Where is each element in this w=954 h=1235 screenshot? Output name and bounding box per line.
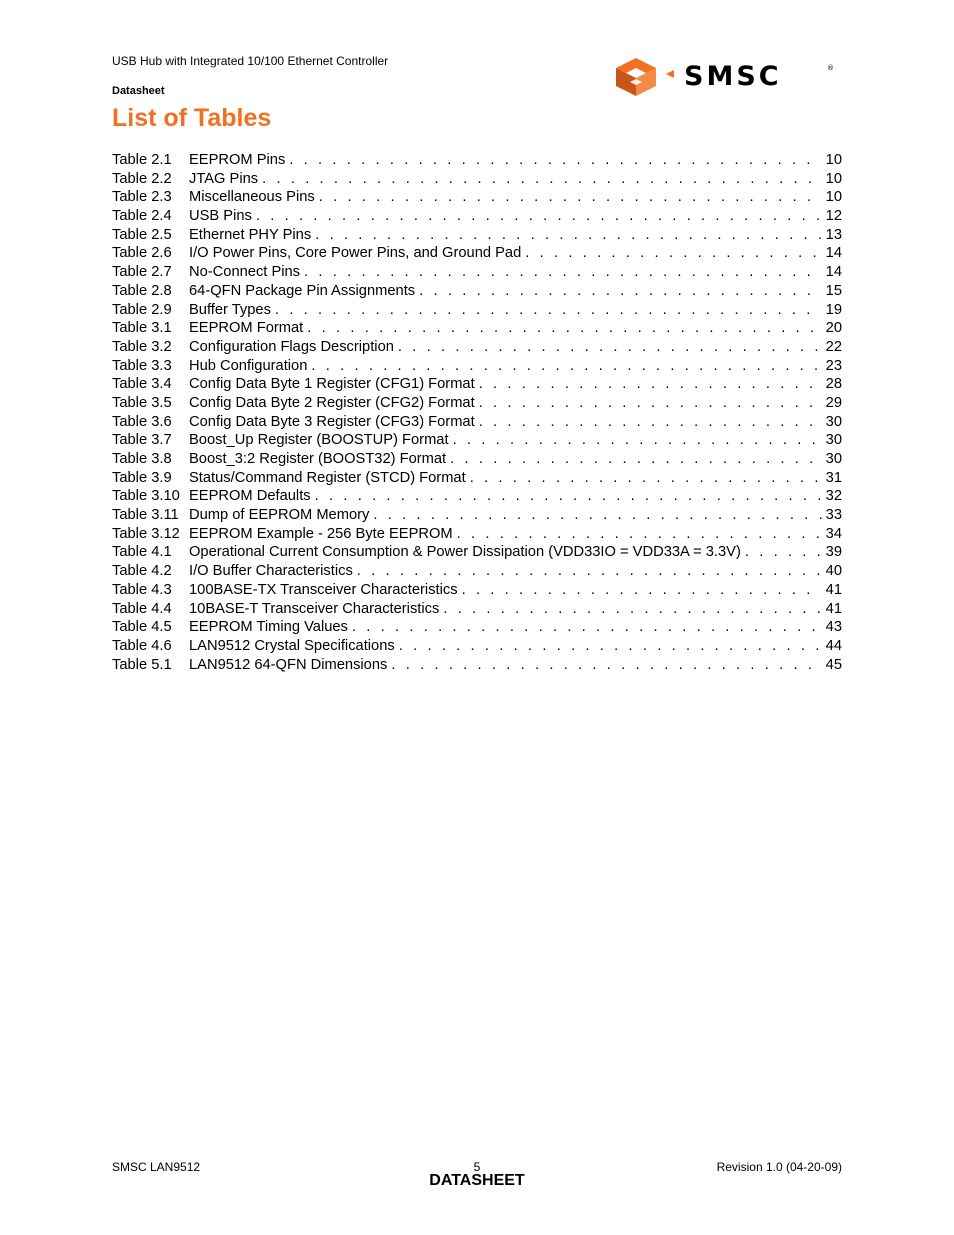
toc-dot-leader <box>450 450 822 469</box>
toc-entry-page[interactable]: 30 <box>825 451 842 467</box>
toc-entry-title[interactable]: JTAG Pins <box>189 170 259 187</box>
toc-entry-title[interactable]: Boost_3:2 Register (BOOST32) Format <box>189 451 447 467</box>
toc-entry-page[interactable]: 10 <box>825 189 842 206</box>
toc-entry-title[interactable]: EEPROM Example - 256 Byte EEPROM <box>189 525 453 542</box>
toc-entry[interactable] <box>112 487 842 506</box>
toc-entry[interactable] <box>112 357 842 376</box>
toc-entry-title[interactable]: I/O Power Pins, Core Power Pins, and Ground Pad <box>189 245 522 262</box>
toc-entry-title[interactable]: Boost_Up Register (BOOSTUP) Format <box>189 432 449 449</box>
toc-entry-number: Table 4.5 <box>112 619 172 636</box>
toc-entry-title[interactable]: 10BASE-T Transceiver Characteristics <box>189 600 440 617</box>
toc-dot-leader <box>443 600 821 619</box>
toc-entry-page[interactable]: 19 <box>825 301 842 318</box>
toc-entry-number: Table 2.8 <box>112 282 172 299</box>
toc-entry[interactable] <box>112 338 842 357</box>
toc-entry[interactable] <box>112 656 842 675</box>
toc-entry-page[interactable]: 22 <box>825 338 842 355</box>
toc-entry-number: Table 4.1 <box>112 544 172 561</box>
toc-entry-title[interactable]: LAN9512 Crystal Specifications <box>189 637 395 654</box>
doc-title: USB Hub with Integrated 10/100 Ethernet Controller <box>112 54 389 68</box>
toc-entry-number: Table 2.1 <box>112 152 172 168</box>
toc-entry-number: Table 4.6 <box>112 637 172 654</box>
toc-dot-leader <box>457 525 822 544</box>
toc-entry[interactable] <box>112 431 842 450</box>
toc-entry-title[interactable]: 100BASE-TX Transceiver Characteristics <box>189 581 458 598</box>
toc-entry-page[interactable]: 41 <box>825 600 842 617</box>
toc-entry-number: Table 2.4 <box>112 208 172 225</box>
toc-entry[interactable] <box>112 151 842 170</box>
toc-entry-number: Table 3.7 <box>112 432 172 449</box>
footer-revision: Revision 1.0 (04-20-09) <box>716 1160 842 1174</box>
toc-dot-leader <box>262 170 822 189</box>
toc-entry-number: Table 2.2 <box>112 170 172 187</box>
toc-entry[interactable] <box>112 207 842 226</box>
svg-text:®: ® <box>827 64 834 72</box>
toc-entry[interactable] <box>112 170 842 189</box>
toc-entry[interactable] <box>112 263 842 282</box>
toc-dot-leader <box>275 301 822 320</box>
toc-dot-leader <box>479 394 822 413</box>
toc-entry-number: Table 5.1 <box>112 656 172 673</box>
toc-entry[interactable] <box>112 600 842 619</box>
toc-entry[interactable] <box>112 562 842 581</box>
toc-entry-number: Table 2.5 <box>112 226 172 243</box>
toc-entry[interactable] <box>112 226 842 245</box>
toc-dot-leader <box>470 469 822 488</box>
toc-entry-page[interactable]: 15 <box>825 282 842 299</box>
toc-entry-page[interactable]: 20 <box>825 320 842 337</box>
toc-dot-leader <box>419 282 822 301</box>
toc-entry[interactable] <box>112 413 842 432</box>
toc-entry[interactable] <box>112 469 842 488</box>
toc-entry-number: Table 2.7 <box>112 264 172 281</box>
toc-entry-page[interactable]: 32 <box>825 488 842 505</box>
toc-entry-title[interactable]: Config Data Byte 3 Register (CFG3) Format <box>189 413 475 430</box>
toc-entry-page[interactable]: 12 <box>825 208 842 225</box>
footer-label: DATASHEET <box>429 1172 525 1189</box>
toc-entry-page[interactable]: 14 <box>825 245 842 262</box>
toc-entry-page[interactable]: 44 <box>825 637 842 654</box>
toc-entry-title[interactable]: Config Data Byte 1 Register (CFG1) Format <box>189 376 475 393</box>
toc-entry[interactable] <box>112 394 842 413</box>
toc-entry[interactable] <box>112 525 842 544</box>
toc-dot-leader <box>373 506 821 525</box>
toc-entry-page[interactable]: 40 <box>825 563 842 580</box>
toc-entry-title[interactable]: No-Connect Pins <box>189 264 301 281</box>
toc-entry-title[interactable]: I/O Buffer Characteristics <box>189 563 353 580</box>
toc-entry-number: Table 3.8 <box>112 451 172 467</box>
toc-entry-page[interactable]: 30 <box>825 413 842 430</box>
toc-entry-number: Table 2.3 <box>112 189 172 206</box>
toc-entry[interactable] <box>112 244 842 263</box>
toc-dot-leader <box>304 263 822 282</box>
toc-entry-title[interactable]: EEPROM Pins <box>189 152 286 168</box>
toc-entry[interactable] <box>112 581 842 600</box>
toc-entry[interactable] <box>112 618 842 637</box>
toc-entry-page[interactable]: 13 <box>825 226 842 243</box>
list-of-tables <box>112 151 842 674</box>
toc-dot-leader <box>479 375 822 394</box>
toc-dot-leader <box>311 357 821 376</box>
toc-entry[interactable] <box>112 637 842 656</box>
toc-entry-title[interactable]: LAN9512 64-QFN Dimensions <box>189 656 388 673</box>
toc-dot-leader <box>525 244 821 263</box>
toc-dot-leader <box>315 487 822 506</box>
toc-dot-leader <box>479 413 822 432</box>
toc-entry-number: Table 4.2 <box>112 563 172 580</box>
toc-entry-title[interactable]: Ethernet PHY Pins <box>189 226 312 243</box>
toc-entry-title[interactable]: EEPROM Defaults <box>189 488 311 505</box>
doc-type: Datasheet <box>112 85 165 97</box>
toc-entry-page[interactable]: 34 <box>825 525 842 542</box>
toc-dot-leader <box>289 151 821 170</box>
toc-entry-title[interactable]: EEPROM Format <box>189 320 304 337</box>
toc-entry[interactable] <box>112 450 842 469</box>
toc-entry-title[interactable]: Miscellaneous Pins <box>189 189 315 206</box>
toc-entry-number: Table 2.6 <box>112 245 172 262</box>
svg-text:SMSC: SMSC <box>684 61 782 92</box>
toc-dot-leader <box>352 618 822 637</box>
toc-entry-number: Table 3.6 <box>112 413 172 430</box>
toc-dot-leader <box>357 562 822 581</box>
toc-dot-leader <box>315 226 821 245</box>
smsc-logo <box>612 56 842 98</box>
toc-entry-page[interactable]: 10 <box>825 152 842 168</box>
toc-entry-page[interactable]: 33 <box>825 507 842 524</box>
toc-entry-title[interactable]: USB Pins <box>189 208 252 225</box>
toc-entry-page[interactable]: 14 <box>825 264 842 281</box>
toc-entry-number: Table 3.4 <box>112 376 172 393</box>
toc-entry[interactable] <box>112 506 842 525</box>
toc-entry-number: Table 3.2 <box>112 338 172 355</box>
toc-entry-page[interactable]: 45 <box>825 656 842 673</box>
toc-entry-title[interactable]: Operational Current Consumption & Power Dissipation (VDD33IO = VDD33A = 3.3V) <box>189 544 741 561</box>
toc-entry-number: Table 3.9 <box>112 469 172 486</box>
toc-dot-leader <box>256 207 822 226</box>
toc-entry-page[interactable]: 30 <box>825 432 842 449</box>
toc-entry-title[interactable]: 64-QFN Package Pin Assignments <box>189 282 416 299</box>
toc-dot-leader <box>307 319 821 338</box>
toc-entry-page[interactable]: 39 <box>825 544 842 561</box>
toc-entry-title[interactable]: Config Data Byte 2 Register (CFG2) Format <box>189 394 475 411</box>
footer-page-number: 5 <box>473 1160 481 1174</box>
toc-entry[interactable] <box>112 301 842 320</box>
toc-entry-number: Table 3.12 <box>112 525 180 542</box>
toc-entry-page[interactable]: 29 <box>825 394 842 411</box>
toc-entry-number: Table 3.10 <box>112 488 180 505</box>
toc-entry-title[interactable]: Hub Configuration <box>189 357 308 374</box>
toc-entry[interactable] <box>112 188 842 207</box>
toc-entry[interactable] <box>112 282 842 301</box>
toc-dot-leader <box>745 543 822 562</box>
page-title: List of Tables <box>112 104 272 132</box>
toc-dot-leader <box>453 431 822 450</box>
toc-dot-leader <box>399 637 822 656</box>
toc-entry-number: Table 2.9 <box>112 301 172 318</box>
smsc-logo-icon <box>612 56 842 98</box>
toc-entry-title[interactable]: Dump of EEPROM Memory <box>189 507 370 524</box>
toc-entry-number: Table 3.1 <box>112 320 172 337</box>
toc-entry[interactable] <box>112 375 842 394</box>
toc-entry-title[interactable]: Status/Command Register (STCD) Format <box>189 469 466 486</box>
toc-entry-page[interactable]: 23 <box>825 357 842 374</box>
toc-entry-page[interactable]: 31 <box>825 469 842 486</box>
toc-entry-number: Table 3.11 <box>112 507 179 524</box>
toc-entry-title[interactable]: EEPROM Timing Values <box>189 619 348 636</box>
toc-entry-number: Table 3.3 <box>112 357 172 374</box>
toc-entry-page[interactable]: 10 <box>825 170 842 187</box>
toc-entry-page[interactable]: 43 <box>825 619 842 636</box>
footer-product: SMSC LAN9512 <box>112 1160 201 1174</box>
toc-dot-leader <box>391 656 821 675</box>
toc-entry-title[interactable]: Buffer Types <box>189 301 271 318</box>
toc-entry-page[interactable]: 41 <box>825 581 842 598</box>
toc-entry[interactable] <box>112 543 842 562</box>
toc-entry-number: Table 4.3 <box>112 581 172 598</box>
toc-dot-leader <box>398 338 822 357</box>
toc-dot-leader <box>319 188 822 207</box>
toc-entry-page[interactable]: 28 <box>825 376 842 393</box>
toc-entry-number: Table 3.5 <box>112 394 172 411</box>
toc-entry-title[interactable]: Configuration Flags Description <box>189 338 394 355</box>
toc-dot-leader <box>462 581 822 600</box>
toc-entry[interactable] <box>112 319 842 338</box>
toc-entry-number: Table 4.4 <box>112 600 172 617</box>
